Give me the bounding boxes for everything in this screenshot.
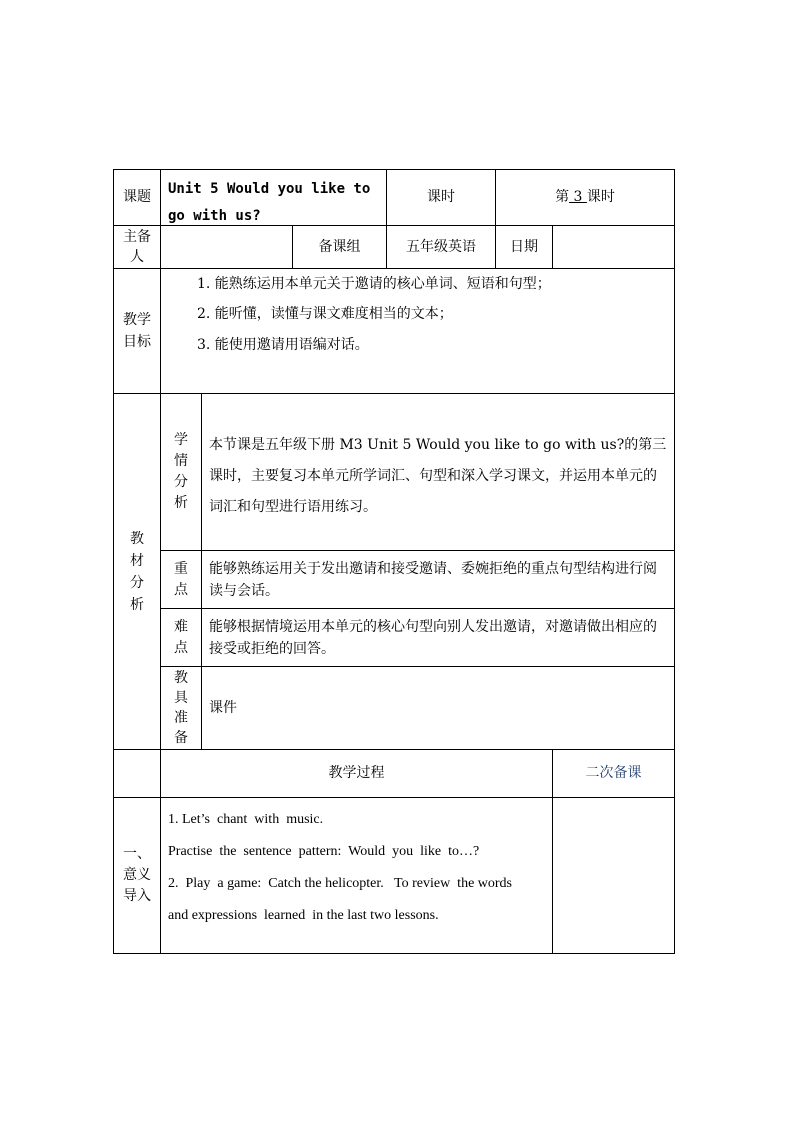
date-label-cell bbox=[495, 225, 553, 269]
analysis-label-char: 析 bbox=[130, 596, 144, 613]
analysis-label-cell bbox=[113, 393, 161, 750]
tools-text: 课件 bbox=[209, 699, 237, 716]
objectives-content-cell bbox=[160, 268, 675, 394]
topic-label: 课题 bbox=[123, 189, 151, 206]
learner-label-cell bbox=[160, 393, 202, 551]
step-notes-cell bbox=[552, 797, 675, 954]
period-label: 课时 bbox=[427, 189, 455, 206]
learner-label-char: 分 bbox=[174, 474, 188, 490]
objectives-label-cell bbox=[113, 268, 161, 394]
date-value-cell bbox=[552, 225, 675, 269]
learner-label-char: 析 bbox=[174, 495, 188, 511]
step-line: and expressions learned in the last two lessons. bbox=[168, 908, 439, 923]
key-text: 能够熟练运用关于发出邀请和接受邀请、委婉拒绝的重点句型结构进行阅读与会话。 bbox=[209, 561, 657, 599]
topic-label-cell bbox=[113, 169, 161, 226]
key-label-cell bbox=[160, 550, 202, 609]
period-prefix: 第 bbox=[555, 189, 570, 206]
process-title: 教学过程 bbox=[328, 765, 385, 782]
learner-text-cell bbox=[201, 393, 675, 551]
step-line: 2. Play a game: Catch the helicopter. To review the words bbox=[168, 876, 513, 891]
key-text-cell bbox=[201, 550, 675, 609]
tools-text-cell bbox=[201, 666, 675, 750]
step-label-line: 意义 bbox=[123, 867, 151, 883]
group-value-cell bbox=[386, 225, 496, 269]
preparer-value-cell bbox=[160, 225, 293, 269]
difficulty-label-char: 难 bbox=[174, 618, 188, 635]
date-label: 日期 bbox=[510, 238, 538, 255]
group-value: 五年级英语 bbox=[406, 238, 476, 255]
analysis-label-char: 材 bbox=[130, 552, 144, 569]
tools-label-char: 具 bbox=[174, 690, 188, 706]
tools-label-cell bbox=[160, 666, 202, 750]
objectives-label-2: 目标 bbox=[123, 334, 151, 350]
analysis-label-char: 教 bbox=[130, 530, 144, 547]
period-suffix: 课时 bbox=[586, 189, 615, 206]
second-prep-label: 二次备课 bbox=[585, 765, 642, 782]
step-line: 1. Let’s chant with music. bbox=[168, 812, 324, 827]
preparer-label-1: 主备 bbox=[123, 229, 151, 245]
objective-item: 1. 能熟练运用本单元关于邀请的核心单词、短语和句型； bbox=[197, 276, 551, 292]
process-empty-cell bbox=[113, 749, 161, 798]
analysis-label-char: 分 bbox=[130, 574, 144, 591]
difficulty-text-cell bbox=[201, 608, 675, 667]
tools-label-char: 准 bbox=[174, 710, 188, 726]
key-label-char: 点 bbox=[174, 581, 188, 598]
period-value-cell bbox=[495, 169, 675, 226]
topic-value-cell bbox=[160, 169, 387, 226]
step-label-cell bbox=[113, 797, 161, 954]
key-label-char: 重 bbox=[174, 560, 188, 577]
objectives-label-1: 教学 bbox=[123, 312, 151, 328]
step-content-cell bbox=[160, 797, 553, 954]
period-label-cell bbox=[386, 169, 496, 226]
preparer-label-2: 人 bbox=[130, 249, 144, 265]
step-label-line: 导入 bbox=[123, 888, 151, 904]
learner-label-char: 学 bbox=[174, 432, 188, 448]
objective-item: 3. 能使用邀请用语编对话。 bbox=[197, 336, 369, 353]
second-prep-cell bbox=[552, 749, 675, 798]
learner-text: 本节课是五年级下册 M3 Unit 5 Would you like to go with us?的第三课时，主要复习本单元所学词汇、句型和深入学习课文，并运用本单元的词汇和句型进行语用练习。 bbox=[209, 437, 667, 515]
difficulty-label-char: 点 bbox=[174, 639, 188, 656]
objective-item: 2. 能听懂，读懂与课文难度相当的文本； bbox=[197, 306, 453, 323]
process-title-cell bbox=[160, 749, 553, 798]
step-label-line: 一、 bbox=[123, 846, 151, 862]
group-label: 备课组 bbox=[318, 238, 361, 255]
step-line: Practise the sentence pattern: Would you like to…? bbox=[168, 844, 480, 859]
topic-title: Unit 5 Would you like to go with us? bbox=[168, 181, 371, 224]
tools-label-char: 备 bbox=[174, 730, 188, 746]
difficulty-label-cell bbox=[160, 608, 202, 667]
group-label-cell bbox=[292, 225, 387, 269]
preparer-label-cell bbox=[113, 225, 161, 269]
learner-label-char: 情 bbox=[174, 453, 188, 469]
period-number: 3 bbox=[573, 189, 583, 206]
tools-label-char: 教 bbox=[174, 670, 188, 686]
difficulty-text: 能够根据情境运用本单元的核心句型向别人发出邀请，对邀请做出相应的接受或拒绝的回答。 bbox=[209, 619, 657, 657]
period-value bbox=[555, 187, 615, 207]
